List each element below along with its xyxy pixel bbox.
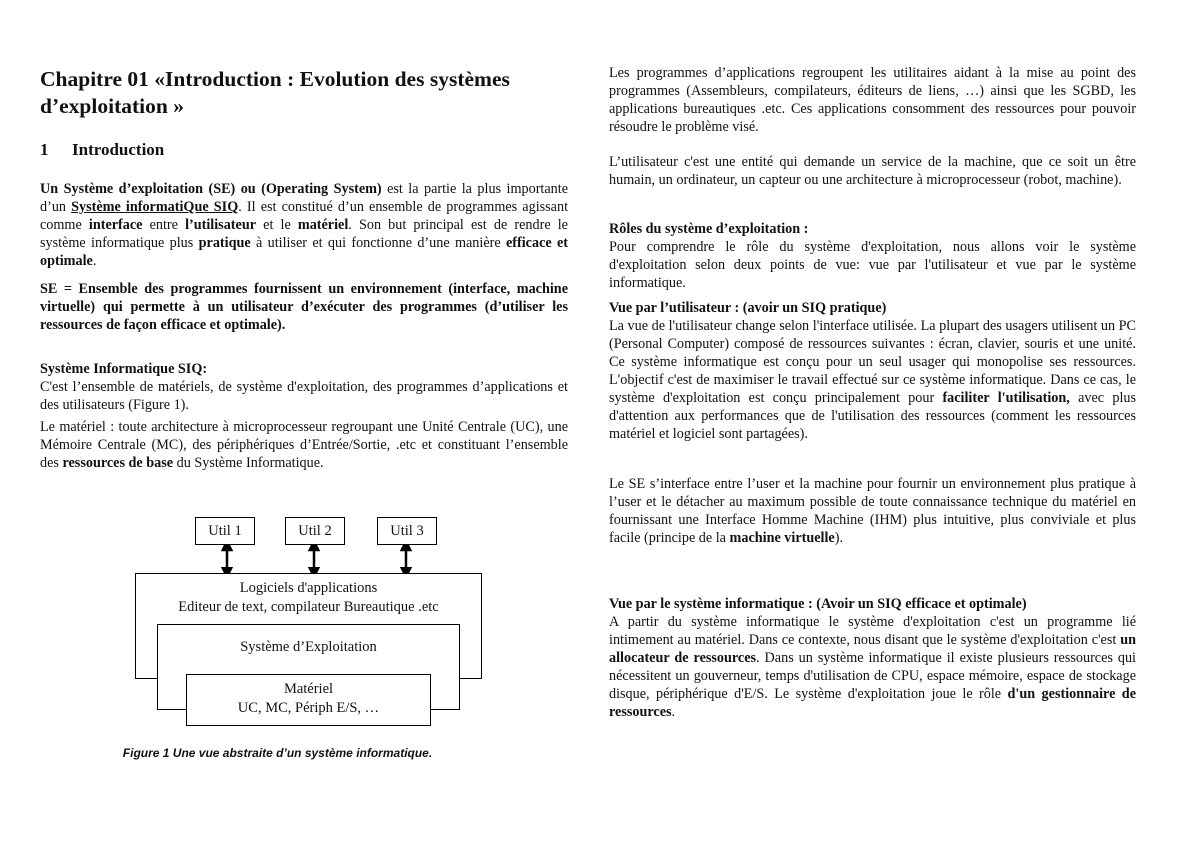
intro-text: . — [92, 253, 97, 269]
se-term: Un Système d’exploitation (SE) ou (Operating System) — [40, 181, 382, 197]
roles-paragraph: Pour comprendre le rôle du système d'exploitation, nous allons voir le système d'exploitation selon deux points de vue: vue par l'utilisateur et vue par le système informatique. — [609, 239, 1136, 291]
siq-text: Le matériel : toute architecture à microprocesseur regroupant une Unité Centrale (UC), une Mémoire Centrale (MC), des périphériques d’Entrée/Sortie, .etc et constituant l’ensemble des — [40, 419, 568, 471]
user-box-2: Util 2 — [285, 517, 345, 545]
applications-label: Logiciels d'applications — [239, 580, 378, 596]
se-interface-text: Le SE s’interface entre l’user et la machine pour fournir un environnement plus pratique à l’user et le détacher au maximum possible de toute connaissance technique du matériel en fournissant une Interface Homme Machine (IHM) plus intuitive, plus conviviale et plus facile (principe de la — [609, 476, 1136, 546]
allocateur-term: un allocateur de ressources — [609, 632, 1136, 666]
intro-text: . Son but principal est de rendre le système informatique plus — [40, 217, 568, 251]
pratique-term: pratique — [198, 235, 251, 251]
applications-paragraph: Les programmes d’applications regroupent les utilitaires aidant à la mise au point des programmes (Assembleurs, compilateurs, éditeurs de liens, …) ainsi que les SGBD, les applications bureautiques .etc. Ces applications consomment des ressources pour pouvoir résoudre le problème visé. — [609, 65, 1136, 135]
materiel-term: matériel — [297, 217, 349, 233]
user-box-1: Util 1 — [195, 517, 255, 545]
vue-user-heading: Vue par l’utilisateur : (avoir un SIQ pratique) — [609, 300, 887, 316]
user-term: l’utilisateur — [185, 217, 257, 233]
siq-heading: Système Informatique SIQ: — [40, 361, 208, 377]
vue-system-heading: Vue par le système informatique : (Avoir un SIQ efficace et optimale) — [609, 596, 1027, 612]
user-paragraph: L’utilisateur c'est une entité qui demande un service de la machine, que ce soit un être humain, un ordinateur, un capteur ou une architecture à microprocesseur (robot, machine). — [609, 154, 1136, 188]
vue-system-text: . — [671, 704, 676, 720]
vue-system-paragraph — [609, 613, 1136, 721]
vue-system-text: . Dans un système informatique il existe plusieurs ressources qui nécessitent un gouverneur, temps d'utilisation de CPU, espace mémoire, espace de stockage disque, périphérique d'E/S. Le système d'exploitation joue le rôle — [609, 650, 1136, 702]
machine-virtuelle-term: machine virtuelle — [729, 530, 835, 546]
se-interface-paragraph — [609, 475, 1136, 547]
ressources-term: ressources de base — [62, 455, 174, 471]
user-box-3: Util 3 — [377, 517, 437, 545]
figure-caption: Figure 1 Une vue abstraite d’un système informatique. — [122, 746, 433, 760]
se-definition: SE = Ensemble des programmes fournissent un environnement (interface, machine virtuelle) qui permette à un utilisateur d’exécuter des programmes (d’utiliser les ressources de façon efficace et optimale). — [40, 281, 568, 333]
siq-link: Système informatiQue SIQ — [71, 199, 239, 215]
hardware-components: UC, MC, Périph E/S, … — [237, 700, 380, 716]
siq-paragraph-1: C'est l’ensemble de matériels, de système d'exploitation, des programmes d’applications et des utilisateurs (Figure 1). — [40, 379, 568, 413]
interface-term: interface — [88, 217, 143, 233]
hardware-label: Matériel — [283, 681, 334, 697]
page-title: Chapitre 01 «Introduction : Evolution des systèmes d’exploitation » — [40, 67, 510, 118]
section-label: Introduction — [72, 140, 165, 159]
intro-text: est la partie la plus importante d’un — [40, 181, 568, 215]
intro-text: . Il est constitué d’un ensemble de programmes agissant comme — [40, 199, 569, 233]
vue-user-paragraph — [609, 317, 1136, 443]
se-interface-text: ). — [834, 530, 844, 546]
intro-text: à utiliser et qui fonctionne d’une manière — [250, 235, 506, 251]
faciliter-term: faciliter l'utilisation, — [942, 390, 1070, 406]
vue-user-text: avec plus d'attention aux performances que de l'utilisation des ressources (comment les ressources matériel et logiciel sont partagées). — [609, 390, 1137, 442]
vue-user-text: La vue de l'utilisateur change selon l'interface utilisée. La plupart des usagers utilisent un PC (Personal Computer) composé de ressources suivantes : écran, clavier, souris et une unité. Ce système informatique est conçu pour un seul usager qui monopolise ses ressources. L'objectif c'est de maximiser le travail effectué sur ce système informatique. Dans ce cas, le système d'exploitation est conçu principalement pour — [609, 318, 1136, 406]
hardware-layer — [186, 674, 431, 726]
intro-text: entre — [142, 217, 186, 233]
roles-heading: Rôles du système d’exploitation : — [609, 221, 809, 237]
siq-text: du Système Informatique. — [173, 455, 324, 471]
efficace-term: efficace et optimale — [40, 235, 569, 269]
os-label: Système d’Exploitation — [240, 639, 377, 655]
section-number: 1 — [40, 140, 49, 159]
applications-examples: Editeur de text, compilateur Bureautique .etc — [178, 599, 439, 615]
gestionnaire-term: d'un gestionnaire de ressources — [609, 686, 1136, 720]
vue-system-text: A partir du système informatique le système d'exploitation c'est un programme lié intimement au matériel. Dans ce contexte, nous disant que le système d'exploitation c'est — [609, 614, 1136, 648]
intro-text: et le — [256, 217, 298, 233]
